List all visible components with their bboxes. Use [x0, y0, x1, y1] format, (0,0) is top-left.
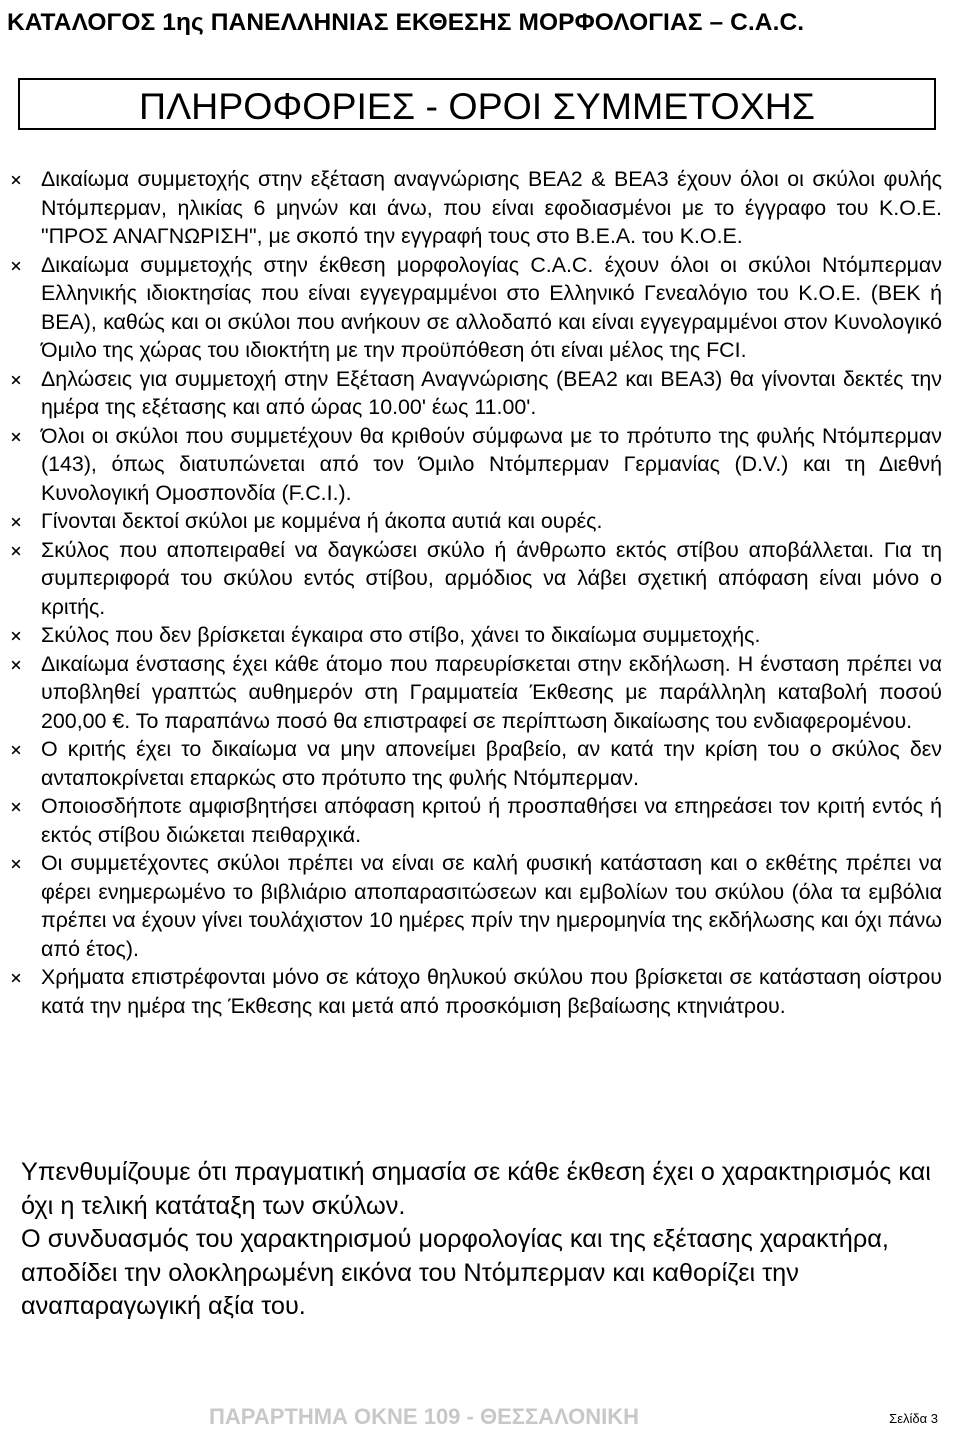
page-footer [0, 1404, 960, 1430]
footer-title: ΠΑΡΑΡΤΗΜΑ ΟΚΝΕ 109 - ΘΕΣΣΑΛΟΝΙΚΗ [209, 1404, 640, 1429]
rule-item [0, 165, 960, 251]
x-mark-icon [11, 973, 21, 983]
rule-item [0, 849, 960, 963]
rule-item [0, 422, 960, 508]
rule-item [0, 507, 960, 536]
rule-text: Χρήματα επιστρέφονται μόνο σε κάτοχο θηλυκού σκύλου που βρίσκεται σε κατάσταση οίστρου κατά την ημέρα της Έκθεσης και μετά από προσκόμιση βεβαίωσης κτηνιάτρου. [41, 965, 942, 1018]
rule-text: Δικαίωμα συμμετοχής στην έκθεση μορφολογίας C.A.C. έχουν όλοι οι σκύλοι Ντόμπερμαν Ελληνικής ιδιοκτησίας που είναι εγγεγραμμένοι στο Ελληνικό Γενεαλόγιο του Κ.Ο.Ε. (ΒΕΚ ή ΒΕΑ), καθώς και οι σκύλοι που ανήκουν σε αλλοδαπό και είναι εγγεγραμμένοι στον Κυνολογικό Όμιλο της χώρας του ιδιοκτήτη με την προϋπόθεση ότι είναι μέλος της FCI. [41, 252, 942, 362]
x-mark-icon [11, 175, 21, 185]
rule-text: Γίνονται δεκτοί σκύλοι με κομμένα ή άκοπα αυτιά και ουρές. [41, 509, 603, 533]
x-mark-icon [11, 261, 21, 271]
rule-item [0, 251, 960, 365]
rule-text: Όλοι οι σκύλοι που συμμετέχουν θα κριθούν σύμφωνα με το πρότυπο της φυλής Ντόμπερμαν (143), όπως διατυπώνεται από τον Όμιλο Ντόμπερμαν Γερμανίας (D.V.) και τη Διεθνή Κυνολογική Ομοσπονδία (F.C.I.). [41, 423, 942, 505]
catalog-header: ΚΑΤΑΛΟΓΟΣ 1ης ΠΑΝΕΛΛΗΝΙΑΣ ΕΚΘΕΣΗΣ ΜΟΡΦΟΛΟΓΙΑΣ – C.A.C. [7, 9, 805, 36]
x-mark-icon [11, 859, 21, 869]
rule-text: Δικαίωμα ένστασης έχει κάθε άτομο που παρευρίσκεται στην εκδήλωση. Η ένσταση πρέπει να υποβληθεί γραπτώς αυθημερόν στη Γραμματεία Έκθεσης με παράλληλη καταβολή ποσού 200,00 €. Το παραπάνω ποσό θα επιστραφεί σε περίπτωση δικαίωσης του ενδιαφερομένου. [41, 651, 942, 733]
rule-item [0, 621, 960, 650]
rule-text: Δηλώσεις για συμμετοχή στην Εξέταση Αναγνώρισης (ΒΕΑ2 και ΒΕΑ3) θα γίνονται δεκτές την ημέρα της εξέτασης και από ώρας 10.00' έως 11.00'. [41, 366, 942, 419]
section-title-box [18, 78, 936, 130]
rule-text: Σκύλος που δεν βρίσκεται έγκαιρα στο στίβο, χάνει το δικαίωμα συμμετοχής. [41, 623, 761, 647]
section-title: ΠΛΗΡΟΦΟΡΙΕΣ - ΟΡΟΙ ΣΥΜΜΕΤΟΧΗΣ [139, 85, 815, 127]
rule-item [0, 792, 960, 849]
rule-item [0, 365, 960, 422]
rule-item [0, 963, 960, 1020]
rule-text: Ο κριτής έχει το δικαίωμα να μην απονείμει βραβείο, αν κατά την κρίση του ο σκύλος δεν ανταποκρίνεται επαρκώς στο πρότυπο της φυλής Ντόμπερμαν. [41, 737, 942, 790]
x-mark-icon [11, 432, 21, 442]
x-mark-icon [11, 631, 21, 641]
rule-item [0, 735, 960, 792]
rule-text: Δικαίωμα συμμετοχής στην εξέταση αναγνώρισης BEA2 & BEA3 έχουν όλοι οι σκύλοι φυλής Ντόμπερμαν, ηλικίας 6 μηνών και άνω, που είναι εφοδιασμένοι με το έγγραφο του Κ.Ο.Ε. "ΠΡΟΣ ΑΝΑΓΝΩΡΙΣΗ", με σκοπό την εγγραφή τους στο Β.Ε.Α. του Κ.Ο.Ε. [41, 167, 942, 248]
rule-text: Οι συμμετέχοντες σκύλοι πρέπει να είναι σε καλή φυσική κατάσταση και ο εκθέτης πρέπει να φέρει ενημερωμένο το βιβλιάριο αποπαρασιτώσεων και εμβολίων του σκύλου (όλα τα εμβόλια πρέπει να έχουν γίνει τουλάχιστον 10 ημέρες πρίν την ημερομηνία της εκδήλωσης και όχι πάνω από έτος). [41, 851, 942, 961]
x-mark-icon [11, 517, 21, 527]
x-mark-icon [11, 745, 21, 755]
closing-note [21, 1156, 945, 1324]
rule-item [0, 650, 960, 736]
rule-item [0, 536, 960, 622]
rule-text: Σκύλος που αποπειραθεί να δαγκώσει σκύλο ή άνθρωπο εκτός στίβου αποβάλλεται. Για τη συμπεριφορά του σκύλου εντός στίβου, αρμόδιος να λάβει σχετική απόφαση είναι μόνο ο κριτής. [41, 537, 942, 619]
rules-list [0, 165, 960, 1020]
page-number: Σελίδα 3 [889, 1411, 938, 1426]
x-mark-icon [11, 660, 21, 670]
note-paragraph: Ο συνδυασμός του χαρακτηρισμού μορφολογίας και της εξέτασης χαρακτήρα, αποδίδει την ολοκληρωμένη εικόνα του Ντόμπερμαν και καθορίζει την αναπαραγωγική αξία του. [21, 1225, 889, 1320]
note-paragraph: Υπενθυμίζουμε ότι πραγματική σημασία σε κάθε έκθεση έχει ο χαρακτηρισμός και όχι η τελική κατάταξη των σκύλων. [21, 1158, 931, 1220]
x-mark-icon [11, 546, 21, 556]
x-mark-icon [11, 802, 21, 812]
rule-text: Οποιοσδήποτε αμφισβητήσει απόφαση κριτού ή προσπαθήσει να επηρεάσει τον κριτή εντός ή εκτός στίβου διώκεται πειθαρχικά. [41, 794, 942, 847]
x-mark-icon [11, 375, 21, 385]
